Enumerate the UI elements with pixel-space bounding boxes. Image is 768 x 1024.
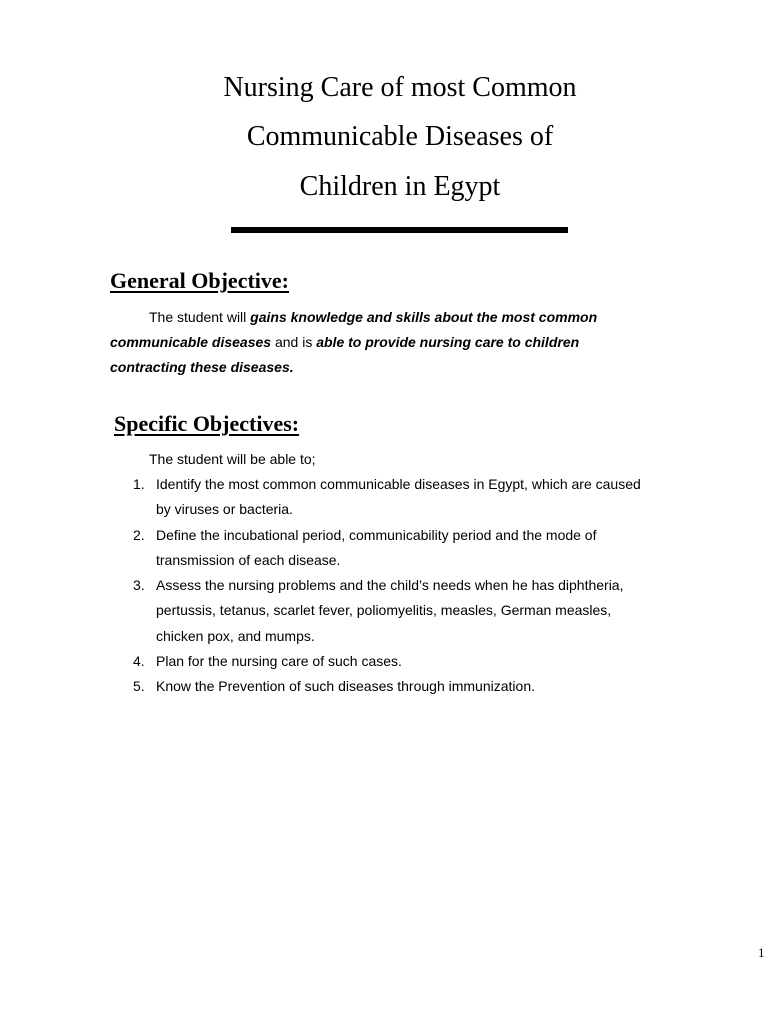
specific-objectives-intro: The student will be able to; bbox=[149, 451, 316, 467]
title-line-1: Nursing Care of most Common bbox=[223, 72, 577, 103]
list-item-number: 4. bbox=[133, 653, 145, 669]
list-item-number: 1. bbox=[133, 476, 145, 492]
general-objective-line-3 bbox=[110, 360, 294, 374]
list-item-number: 2. bbox=[133, 527, 145, 543]
general-objective-line-1 bbox=[149, 310, 597, 324]
list-item-text: Identify the most common communicable diseases in Egypt, which are caused bbox=[156, 476, 641, 492]
general-objective-emphasis: contracting these diseases. bbox=[110, 359, 294, 375]
general-objective-line-2 bbox=[110, 335, 579, 349]
list-item-text: chicken pox, and mumps. bbox=[156, 628, 315, 644]
general-objective-heading: General Objective: bbox=[110, 268, 289, 293]
general-objective-emphasis: gains knowledge and skills about the most common bbox=[250, 309, 598, 325]
list-item-number: 5. bbox=[133, 678, 145, 694]
list-item-text: pertussis, tetanus, scarlet fever, poliomyelitis, measles, German measles, bbox=[156, 602, 612, 618]
list-item-text: Know the Prevention of such diseases through immunization. bbox=[156, 678, 535, 694]
general-objective-emphasis: communicable diseases bbox=[110, 334, 272, 350]
list-item-text: by viruses or bacteria. bbox=[156, 501, 293, 517]
general-objective-emphasis: able to provide nursing care to children bbox=[316, 334, 580, 350]
specific-objectives-heading: Specific Objectives: bbox=[114, 411, 300, 436]
list-item-text: Define the incubational period, communicability period and the mode of bbox=[156, 527, 597, 543]
list-item-number: 3. bbox=[133, 577, 145, 593]
list-item-text: Assess the nursing problems and the child’s needs when he has diphtheria, bbox=[156, 577, 624, 593]
title-line-3: Children in Egypt bbox=[299, 171, 501, 202]
title-divider bbox=[231, 227, 568, 233]
general-objective-text: The student will bbox=[149, 309, 251, 325]
list-item-text: transmission of each disease. bbox=[156, 552, 341, 568]
list-item-text: Plan for the nursing care of such cases. bbox=[156, 653, 402, 669]
page-number: 1 bbox=[758, 945, 765, 960]
general-objective-text: and is bbox=[271, 334, 317, 350]
title-line-2: Communicable Diseases of bbox=[246, 121, 554, 152]
